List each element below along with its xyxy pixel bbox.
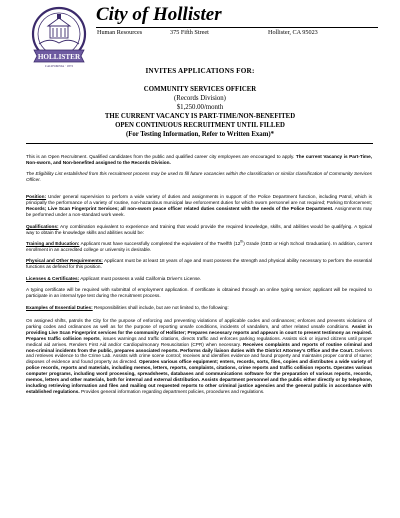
- city-state-zip: Hollister, CA 95023: [268, 29, 318, 36]
- street-address: 375 Fifth Street: [170, 29, 209, 36]
- duties-paragraph: [26, 318, 372, 395]
- testing-note: (For Testing Information, Refer to Written Exam)*: [125, 131, 275, 138]
- duties-text-e: Delivers and retrieves evidence to the Crime Lab. Assists with crime scene control; receives and identifies evidence and found property and maintains proper control of same; disposes of evidence and found property as directed.: [26, 347, 373, 365]
- physical-paragraph: [26, 258, 372, 270]
- intro-text: This is an Open Recruitment. Qualified candidates from the public and qualified career city employees are encouraged to apply.: [26, 154, 296, 159]
- duties-text-b: Assist in providing Live Scan Fingerprint services for the community of Hollister; Prepares necessary reports and appears in court to present testimony as required. Prepares traffic collision reports: [26, 323, 372, 341]
- position-title: COMMUNITY SERVICES OFFICER: [143, 86, 257, 93]
- qualifications-heading: Qualifications:: [26, 224, 59, 229]
- duties-text-g: Provides general information regarding department policies, procedures and regulations.: [79, 388, 265, 394]
- licenses-paragraph: [26, 276, 372, 282]
- intro-vacancy-text: The current Vacancy is Part-Time, Non-sworn, and Non-benefited assigned to the Records Division.: [26, 154, 372, 165]
- training-paragraph: [26, 241, 372, 253]
- training-heading: Training and Education:: [26, 241, 80, 246]
- examples-heading: Examples of Essential Duties:: [26, 305, 93, 310]
- position-text-b: Records; Live Scan Fingerprint Services; all non-sworn peace officer related duties consistent with the needs of the Police Department.: [26, 205, 334, 211]
- training-text-b: ) Grade (GED or High School Graduation). In addition, current enrollment in an accredited college or university is desirable.: [26, 241, 373, 252]
- department-name: Human Resources: [97, 29, 143, 36]
- physical-heading: Physical and Other Requirements:: [26, 258, 103, 263]
- header-divider: [96, 27, 378, 28]
- examples-paragraph: [26, 305, 372, 311]
- city-title: City of Hollister: [96, 4, 222, 25]
- seal-subtext: CALIFORNIA · 1872: [44, 64, 74, 68]
- physical-text: Applicant must be at least 18 years of age and must possess the strength and physical ability necessary to perform the essential functions as defined for this position.: [26, 258, 372, 269]
- intro-paragraph: [26, 154, 372, 166]
- qualifications-text: Any combination equivalent to experience and training that would provide the required knowledge, skills, and abilities would be qualifying. A typical way to obtain the knowledge skills and abilities would be:: [26, 224, 372, 235]
- invites-heading: INVITES APPLICATIONS FOR:: [145, 67, 255, 75]
- vacancy-line-2: OPEN CONTINUOUS RECRUITMENT UNTIL FILLED: [115, 122, 285, 129]
- training-superscript: th: [240, 239, 244, 244]
- duties-text-a: On assigned shifts, patrols the City for the purpose of enforcing and preventing violations of applicable codes and ordinances; enforces and prevents violations of parking codes and ordinances as well as for the purpose of reporting unsafe conditions, incidents of vandalism, and other related unsafe conditions.: [26, 318, 372, 329]
- training-text-a: Applicant must have successfully completed the equivalent of the Twelfth (12: [79, 241, 241, 246]
- typing-paragraph: A typing certificate will be required with submittal of employment application. If certificate is obtained through an online typing service; applicant will be required to participate in an internal type test during the recruitment process.: [26, 287, 372, 298]
- position-paragraph: [26, 194, 372, 218]
- licenses-text: Applicant must possess a valid California Driver's License.: [79, 276, 202, 281]
- duties-text-d: Receives complaints and reports of routine criminal and non-criminal incidents from the public, prepares associated reports. Performs daily liaison duties with the District Attorney's Office and the Court.: [26, 341, 373, 353]
- qualifications-paragraph: [26, 224, 372, 236]
- position-heading: Position:: [26, 194, 47, 199]
- examples-text: Responsibilities shall include, but are not limited to, the following:: [92, 305, 229, 310]
- division-label: (Records Division): [174, 95, 226, 102]
- duties-text-c: , issues warnings and traffic citations, directs traffic and enforces parking regulations. Assists sick or injured citizens until proper medical aid arrives. Renders First Aid and/or Cardiopulmonary Resuscitation (CPR) when necessary.: [26, 335, 372, 347]
- salary-label: $1,250.00/month: [176, 104, 224, 111]
- licenses-heading: Licenses & Certificates:: [26, 276, 80, 281]
- seal-ribbon-text: HOLLISTER: [37, 53, 81, 61]
- duties-text-f: Operates various office equipment; enters, records, sorts, files, copies and distributes a wide variety of police records, reports and materials, including memos, letters, reports, complaints, citations, crime reports and traffic collision reports. Operates various computer programs, including word processing, spreadsheets, databases and communications software for the preparation of various reports, records, memos, letters and other materials, both for internal and external distribution. Assists department personnel and the public either directly or by telephone, including retrieving information and files and mailing out requested reports to other criminal justice agencies and the general public in accordance with established regulations.: [26, 359, 372, 394]
- position-text-c: Assignments may be performed under a non-standard work week.: [26, 205, 372, 217]
- city-seal-logo: [30, 6, 88, 68]
- vacancy-line-1: THE CURRENT VACANCY IS PART-TIME/NON-BENEFITED: [104, 113, 296, 120]
- position-text-a: Under general supervision to perform a wide variety of duties and assignments in support of the Police Department function, including Patrol, which is principally the performance of a variety of routine, non-hazardous municipal law enforcement duties for which sworn personnel are not required; Parking Enforcement;: [26, 194, 372, 205]
- body-divider: [26, 143, 373, 144]
- eligibility-paragraph: The Eligibility List established from this recruitment process may be used to fill future vacancies within the classification or similar classification of Community Services Officer.: [26, 171, 372, 182]
